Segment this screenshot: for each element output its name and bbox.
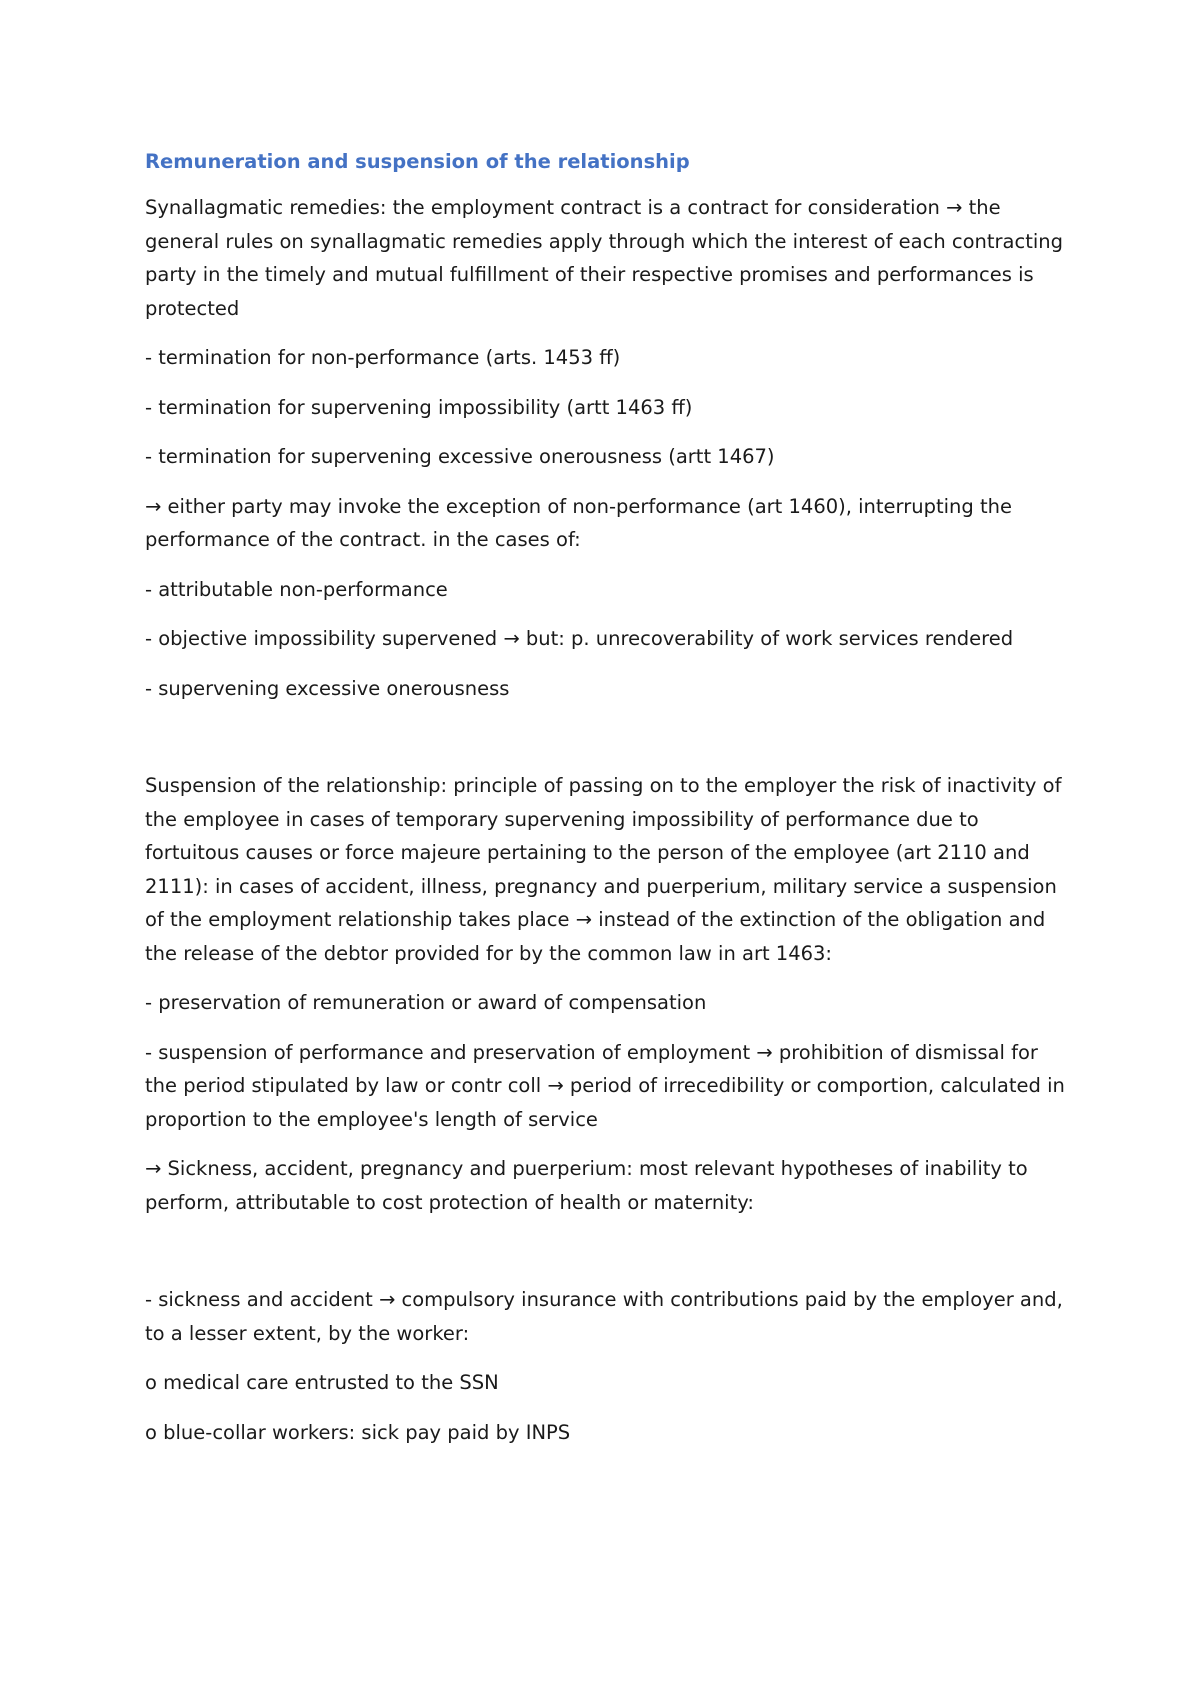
list-item: - termination for supervening excessive onerousness (artt 1467) bbox=[145, 445, 775, 468]
synallagmatic-intro: Synallagmatic remedies: the employment contract is a contract for consideration → the general rules on synallagmatic remedies apply through which the interest of each contracting party in the timely and mutual fulfillment of their respective promises and performances is protected bbox=[145, 196, 1064, 320]
list-item: - termination for supervening impossibility (artt 1463 ff) bbox=[145, 395, 693, 419]
list-item: - attributable non-performance bbox=[145, 577, 448, 601]
spacer bbox=[145, 1235, 1065, 1283]
list-item: - supervening excessive onerousness bbox=[145, 676, 510, 700]
sub-list-item: o medical care entrusted to the SSN bbox=[145, 1371, 499, 1394]
list-item: → either party may invoke the exception of non-performance (art 1460), interrupting the performance of the contract. in the cases of: bbox=[145, 494, 1012, 551]
document-page bbox=[145, 145, 1065, 1465]
list-item: - objective impossibility supervened → but: p. unrecoverability of work services rendered bbox=[145, 627, 1014, 650]
list-item: - suspension of performance and preservation of employment → prohibition of dismissal for the period stipulated by law or contr coll → period of irrecedibility or comportion, calculated in proportion to the employee's length of service bbox=[145, 1040, 1065, 1131]
section-heading: Remuneration and suspension of the relationship bbox=[145, 150, 690, 173]
suspension-intro: Suspension of the relationship: principle of passing on to the employer the risk of inactivity of the employee in cases of temporary supervening impossibility of performance due to fortuitous causes or force majeure pertaining to the person of the employee (art 2110 and 2111): in cases of accident, illness, pregnancy and puerperium, military service a suspension of the employment relationship takes place → instead of the extinction of the obligation and the release of the debtor provided for by the common law in art 1463: bbox=[145, 774, 1062, 965]
list-item: → Sickness, accident, pregnancy and puerperium: most relevant hypotheses of inability to perform, attributable to cost protection of health or maternity: bbox=[145, 1157, 1028, 1214]
list-item: - termination for non-performance (arts. 1453 ff) bbox=[145, 346, 621, 369]
list-item: - sickness and accident → compulsory insurance with contributions paid by the employer and, to a lesser extent, by the worker: bbox=[145, 1288, 1063, 1345]
list-item: - preservation of remuneration or award of compensation bbox=[145, 991, 707, 1014]
spacer bbox=[145, 721, 1065, 769]
sub-list-item: o blue-collar workers: sick pay paid by INPS bbox=[145, 1420, 571, 1444]
